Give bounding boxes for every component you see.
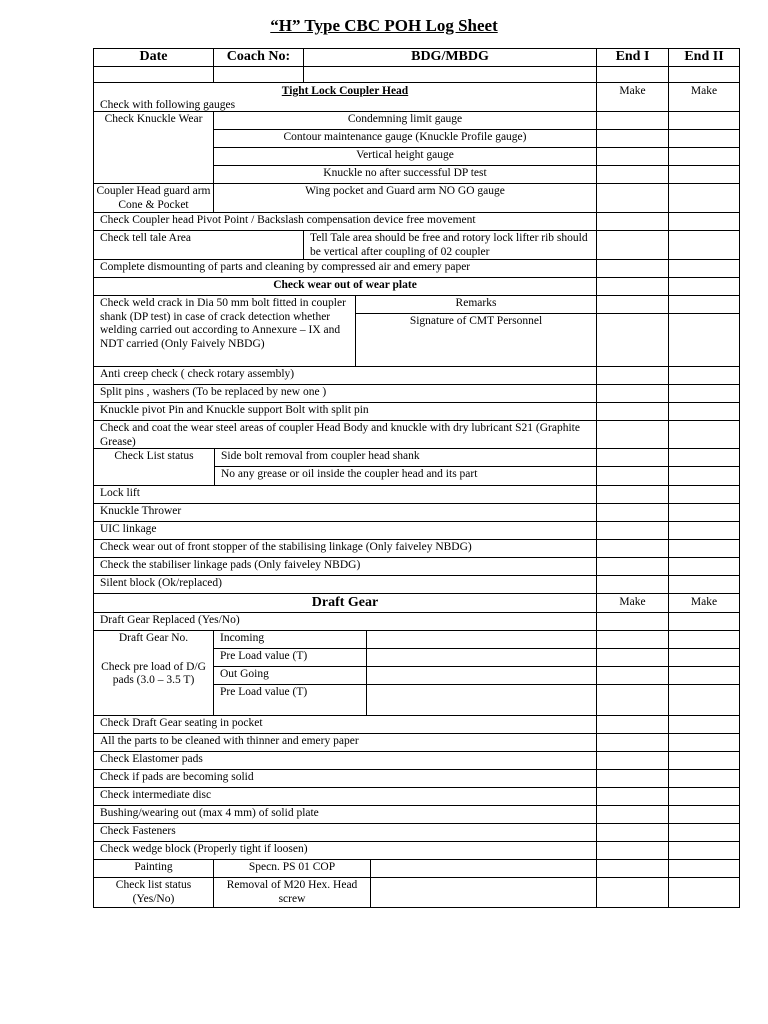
end2-cell[interactable] bbox=[668, 859, 740, 878]
date-value-field[interactable] bbox=[93, 66, 214, 83]
end2-cell[interactable] bbox=[668, 485, 740, 504]
wedge-block-label: Check wedge block (Properly tight if loosen) bbox=[93, 841, 597, 860]
m20-value-field[interactable] bbox=[370, 877, 597, 908]
end2-cell[interactable] bbox=[668, 630, 740, 649]
outgoing-preload-label: Pre Load value (T) bbox=[213, 684, 367, 716]
wear-plate-heading: Check wear out of wear plate bbox=[93, 277, 597, 296]
end2-header: End II bbox=[668, 48, 740, 67]
end2-cell[interactable] bbox=[668, 466, 740, 486]
end1-cell[interactable] bbox=[596, 111, 669, 130]
end1-cell[interactable] bbox=[596, 129, 669, 148]
checklist-status-label: Check List status bbox=[93, 448, 215, 486]
end1-cell[interactable] bbox=[596, 684, 669, 716]
lock-lift-label: Lock lift bbox=[93, 485, 597, 504]
end2-cell[interactable] bbox=[668, 420, 740, 449]
end1-cell[interactable] bbox=[596, 787, 669, 806]
m20-removal-label: Removal of M20 Hex. Head screw bbox=[213, 877, 371, 908]
condemning-gauge-label: Condemning limit gauge bbox=[213, 111, 597, 130]
end1-cell[interactable] bbox=[596, 448, 669, 467]
incoming-label: Incoming bbox=[213, 630, 367, 649]
end2-cell[interactable] bbox=[668, 295, 740, 314]
coach-no-header: Coach No: bbox=[213, 48, 304, 67]
end2-cell[interactable] bbox=[668, 521, 740, 540]
gauges-intro: Check with following gauges bbox=[100, 99, 236, 111]
end2-cell[interactable] bbox=[668, 111, 740, 130]
end1-value-field[interactable] bbox=[596, 66, 669, 83]
end2-cell[interactable] bbox=[668, 648, 740, 667]
end2-cell[interactable] bbox=[668, 165, 740, 184]
end1-cell[interactable] bbox=[596, 769, 669, 788]
dismount-label: Complete dismounting of parts and cleaning by compressed air and emery paper bbox=[93, 259, 597, 278]
end2-cell[interactable] bbox=[668, 366, 740, 385]
incoming-value-field[interactable] bbox=[366, 630, 597, 649]
remarks-label: Remarks bbox=[355, 295, 597, 314]
vertical-height-gauge-label: Vertical height gauge bbox=[213, 147, 597, 166]
knuckle-wear-label: Check Knuckle Wear bbox=[93, 111, 214, 184]
end1-cell[interactable] bbox=[596, 575, 669, 594]
end1-cell[interactable] bbox=[596, 313, 669, 367]
coat-wear-label: Check and coat the wear steel areas of coupler Head Body and knuckle with dry lubricant S21 (Graphite Grease) bbox=[93, 420, 597, 449]
end1-cell[interactable] bbox=[596, 715, 669, 734]
uic-linkage-label: UIC linkage bbox=[93, 521, 597, 540]
end1-cell[interactable] bbox=[596, 147, 669, 166]
coupler-head-section-header bbox=[93, 82, 597, 112]
end2-cell[interactable] bbox=[668, 384, 740, 403]
end1-cell[interactable] bbox=[596, 366, 669, 385]
end2-cell[interactable] bbox=[668, 612, 740, 631]
stabiliser-pads-label: Check the stabiliser linkage pads (Only faiveley NBDG) bbox=[93, 557, 597, 576]
end2-cell[interactable] bbox=[668, 313, 740, 367]
preload-check-label: Check pre load of D/G pads (3.0 – 3.5 T) bbox=[101, 660, 206, 686]
end2-cell[interactable] bbox=[668, 823, 740, 842]
bdg-mbdg-header: BDG/MBDG bbox=[303, 48, 597, 67]
guard-arm-label: Coupler Head guard arm Cone & Pocket bbox=[93, 183, 214, 213]
end2-cell[interactable] bbox=[668, 841, 740, 860]
end1-cell[interactable] bbox=[596, 230, 669, 260]
split-pins-label: Split pins , washers (To be replaced by new one ) bbox=[93, 384, 597, 403]
draft-gear-replaced-label: Draft Gear Replaced (Yes/No) bbox=[93, 612, 597, 631]
end2-cell[interactable] bbox=[668, 751, 740, 770]
end2-cell[interactable] bbox=[668, 557, 740, 576]
silent-block-label: Silent block (Ok/replaced) bbox=[93, 575, 597, 594]
end2-cell[interactable] bbox=[668, 769, 740, 788]
end2-cell[interactable] bbox=[668, 684, 740, 716]
weld-crack-label: Check weld crack in Dia 50 mm bolt fitted in coupler shank (DP test) in case of crack detection whether welding carried out according to Annexure – IX and NDT carried (Only Faively NBDG) bbox=[93, 295, 356, 367]
pads-solid-label: Check if pads are becoming solid bbox=[93, 769, 597, 788]
end1-cell[interactable] bbox=[596, 859, 669, 878]
end2-cell[interactable] bbox=[668, 147, 740, 166]
end2-cell[interactable] bbox=[668, 575, 740, 594]
page-title: “H” Type CBC POH Log Sheet bbox=[270, 16, 498, 35]
knuckle-thrower-label: Knuckle Thrower bbox=[93, 503, 597, 522]
end1-header: End I bbox=[596, 48, 669, 67]
end1-cell[interactable] bbox=[596, 805, 669, 824]
end2-cell[interactable] bbox=[668, 212, 740, 231]
outgoing-preload-field[interactable] bbox=[366, 684, 597, 716]
end2-cell[interactable] bbox=[668, 129, 740, 148]
knuckle-pivot-label: Knuckle pivot Pin and Knuckle support Bolt with split pin bbox=[93, 402, 597, 421]
draft-gear-no-label: Draft Gear No. bbox=[118, 632, 189, 644]
end1-cell[interactable] bbox=[596, 648, 669, 667]
coupler-head-heading: Tight Lock Coupler Head bbox=[281, 85, 409, 97]
end1-make-label: Make bbox=[596, 593, 669, 613]
outgoing-label: Out Going bbox=[213, 666, 367, 685]
pivot-check-label: Check Coupler head Pivot Point / Backslash compensation device free movement bbox=[93, 212, 597, 231]
incoming-preload-field[interactable] bbox=[366, 648, 597, 667]
no-grease-label: No any grease or oil inside the coupler head and its part bbox=[214, 466, 597, 486]
painting-label: Painting bbox=[93, 859, 214, 878]
end2-cell[interactable] bbox=[668, 715, 740, 734]
fasteners-label: Check Fasteners bbox=[93, 823, 597, 842]
end1-cell[interactable] bbox=[596, 259, 669, 278]
seating-label: Check Draft Gear seating in pocket bbox=[93, 715, 597, 734]
end1-cell[interactable] bbox=[596, 485, 669, 504]
end1-cell[interactable] bbox=[596, 612, 669, 631]
end2-cell[interactable] bbox=[668, 877, 740, 908]
coach-no-value-field[interactable] bbox=[213, 66, 304, 83]
specn-label: Specn. PS 01 COP bbox=[213, 859, 371, 878]
elastomer-label: Check Elastomer pads bbox=[93, 751, 597, 770]
telltale-label: Check tell tale Area bbox=[93, 230, 304, 260]
end2-cell[interactable] bbox=[668, 503, 740, 522]
end1-cell[interactable] bbox=[596, 539, 669, 558]
end2-cell[interactable] bbox=[668, 183, 740, 213]
end1-cell[interactable] bbox=[596, 295, 669, 314]
end1-cell[interactable] bbox=[596, 823, 669, 842]
end1-cell[interactable] bbox=[596, 402, 669, 421]
end1-cell[interactable] bbox=[596, 557, 669, 576]
date-header: Date bbox=[93, 48, 214, 67]
end1-cell[interactable] bbox=[596, 666, 669, 685]
end1-cell[interactable] bbox=[596, 384, 669, 403]
anti-creep-label: Anti creep check ( check rotary assembly) bbox=[93, 366, 597, 385]
end1-cell[interactable] bbox=[596, 277, 669, 296]
end2-cell[interactable] bbox=[668, 277, 740, 296]
knuckle-no-label: Knuckle no after successful DP test bbox=[213, 165, 597, 184]
end2-make-label: Make bbox=[668, 593, 740, 613]
end1-cell[interactable] bbox=[596, 183, 669, 213]
end2-cell[interactable] bbox=[668, 733, 740, 752]
end1-cell[interactable] bbox=[596, 212, 669, 231]
intermediate-disc-label: Check intermediate disc bbox=[93, 787, 597, 806]
end1-cell[interactable] bbox=[596, 165, 669, 184]
checklist-yes-no-label: Check list status (Yes/No) bbox=[93, 877, 214, 908]
side-bolt-label: Side bolt removal from coupler head shank bbox=[214, 448, 597, 467]
end1-cell[interactable] bbox=[596, 841, 669, 860]
end2-cell[interactable] bbox=[668, 230, 740, 260]
contour-gauge-label: Contour maintenance gauge (Knuckle Profile gauge) bbox=[213, 129, 597, 148]
end2-cell[interactable] bbox=[668, 805, 740, 824]
outgoing-value-field[interactable] bbox=[366, 666, 597, 685]
end1-cell[interactable] bbox=[596, 733, 669, 752]
painting-value-field[interactable] bbox=[370, 859, 597, 878]
draft-gear-no-block bbox=[93, 630, 214, 716]
front-stopper-label: Check wear out of front stopper of the stabilising linkage (Only faiveley NBDG) bbox=[93, 539, 597, 558]
end2-cell[interactable] bbox=[668, 402, 740, 421]
end2-value-field[interactable] bbox=[668, 66, 740, 83]
end2-make-label: Make bbox=[668, 82, 740, 112]
telltale-note: Tell Tale area should be free and rotory lock lifter rib should be vertical after coupling of 02 coupler bbox=[303, 230, 597, 260]
end1-cell[interactable] bbox=[596, 877, 669, 908]
cleaned-label: All the parts to be cleaned with thinner and emery paper bbox=[93, 733, 597, 752]
end1-cell[interactable] bbox=[596, 503, 669, 522]
end1-make-label: Make bbox=[596, 82, 669, 112]
end2-cell[interactable] bbox=[668, 539, 740, 558]
end1-cell[interactable] bbox=[596, 751, 669, 770]
end2-cell[interactable] bbox=[668, 666, 740, 685]
signature-label: Signature of CMT Personnel bbox=[355, 313, 597, 367]
end1-cell[interactable] bbox=[596, 521, 669, 540]
bdg-value-field[interactable] bbox=[303, 66, 597, 83]
end1-cell[interactable] bbox=[596, 420, 669, 449]
end2-cell[interactable] bbox=[668, 787, 740, 806]
draft-gear-heading: Draft Gear bbox=[93, 593, 597, 613]
end2-cell[interactable] bbox=[668, 448, 740, 467]
incoming-preload-label: Pre Load value (T) bbox=[213, 648, 367, 667]
end2-cell[interactable] bbox=[668, 259, 740, 278]
bushing-label: Bushing/wearing out (max 4 mm) of solid plate bbox=[93, 805, 597, 824]
end1-cell[interactable] bbox=[596, 466, 669, 486]
end1-cell[interactable] bbox=[596, 630, 669, 649]
wing-pocket-gauge-label: Wing pocket and Guard arm NO GO gauge bbox=[213, 183, 597, 213]
